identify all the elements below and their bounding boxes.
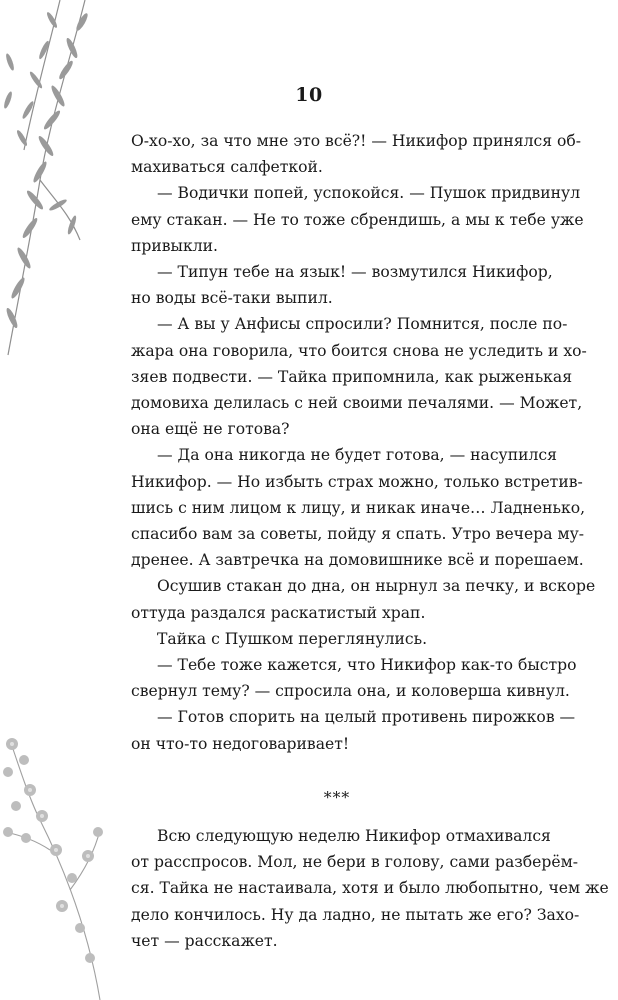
- page-number: 10: [295, 84, 323, 106]
- text-line: свернул тему? — спросила она, и коловерша кивнул.: [131, 682, 570, 701]
- text-line: О-хо-хо, за что мне это всё?! — Никифор принялся об-: [131, 132, 582, 150]
- text-line: жара она говорила, что боится снова не уследить и хо-: [131, 341, 587, 360]
- paragraph: [131, 442, 586, 573]
- text-line: спасибо вам за советы, пойду я спать. Утро вечера му-: [131, 525, 585, 544]
- text-line: дело кончилось. Ну да ладно, не пытать же его? Захо-: [131, 905, 580, 924]
- text-line: — Тебе тоже кажется, что Никифор как-то быстро: [157, 656, 577, 675]
- text-line: ся. Тайка не настаивала, хотя и было любопытно, чем же: [131, 879, 609, 898]
- text-line: ему стакан. — Не то тоже сбрендишь, а мы к тебе уже: [131, 210, 584, 229]
- text-line: домовиха делилась с ней своими печалями. — Может,: [131, 394, 583, 413]
- text-line: махиваться салфеткой.: [131, 158, 323, 177]
- text-line: оттуда раздался раскатистый храп.: [131, 603, 426, 622]
- text-line: — Водички попей, успокойся. — Пушок придвинул: [157, 184, 581, 203]
- text-line: Всю следующую неделю Никифор отмахивался: [157, 827, 551, 846]
- body-text: [131, 128, 609, 954]
- willow-branch-ornament: [0, 0, 130, 360]
- paragraph: [131, 311, 587, 442]
- paragraph: [131, 128, 582, 180]
- text-line: Осушив стакан до дна, он нырнул за печку, и вскоре: [157, 577, 596, 596]
- text-line: привыкли.: [131, 236, 218, 255]
- text-line: шись с ним лицом к лицу, и никак иначе… Ладненько,: [131, 498, 586, 517]
- blossom-branch-ornament: [0, 720, 110, 1000]
- paragraph: [131, 823, 609, 954]
- text-line: — Готов спорить на целый противень пирожков —: [157, 708, 576, 727]
- text-line: — Типун тебе на язык! — возмутился Никифор,: [157, 263, 553, 282]
- text-line: он что-то недоговаривает!: [131, 734, 350, 753]
- text-line: дренее. А завтречка на домовишнике всё и порешаем.: [131, 551, 584, 570]
- text-line: Тайка с Пушком переглянулись.: [157, 629, 428, 648]
- paragraph: [131, 626, 543, 652]
- text-line: от расспросов. Мол, не бери в голову, сами разберём-: [131, 853, 578, 872]
- paragraph: [131, 573, 596, 625]
- text-line: она ещё не готова?: [131, 420, 290, 439]
- text-line: чет — расскажет.: [131, 931, 278, 950]
- text-line: зяев подвести. — Тайка припомнила, как рыженькая: [131, 367, 573, 386]
- paragraph: [131, 652, 577, 704]
- text-line: — А вы у Анфисы спросили? Помнится, после по-: [157, 315, 568, 334]
- text-line: Никифор. — Но избыть страх можно, только встретив-: [131, 472, 583, 491]
- text-line: — Да она никогда не будет готова, — насупился: [157, 446, 557, 465]
- paragraph: [131, 259, 553, 311]
- section-separator: ***: [323, 788, 351, 807]
- text-line: но воды всё-таки выпил.: [131, 289, 333, 308]
- paragraph: [131, 180, 584, 259]
- paragraph: [131, 704, 576, 756]
